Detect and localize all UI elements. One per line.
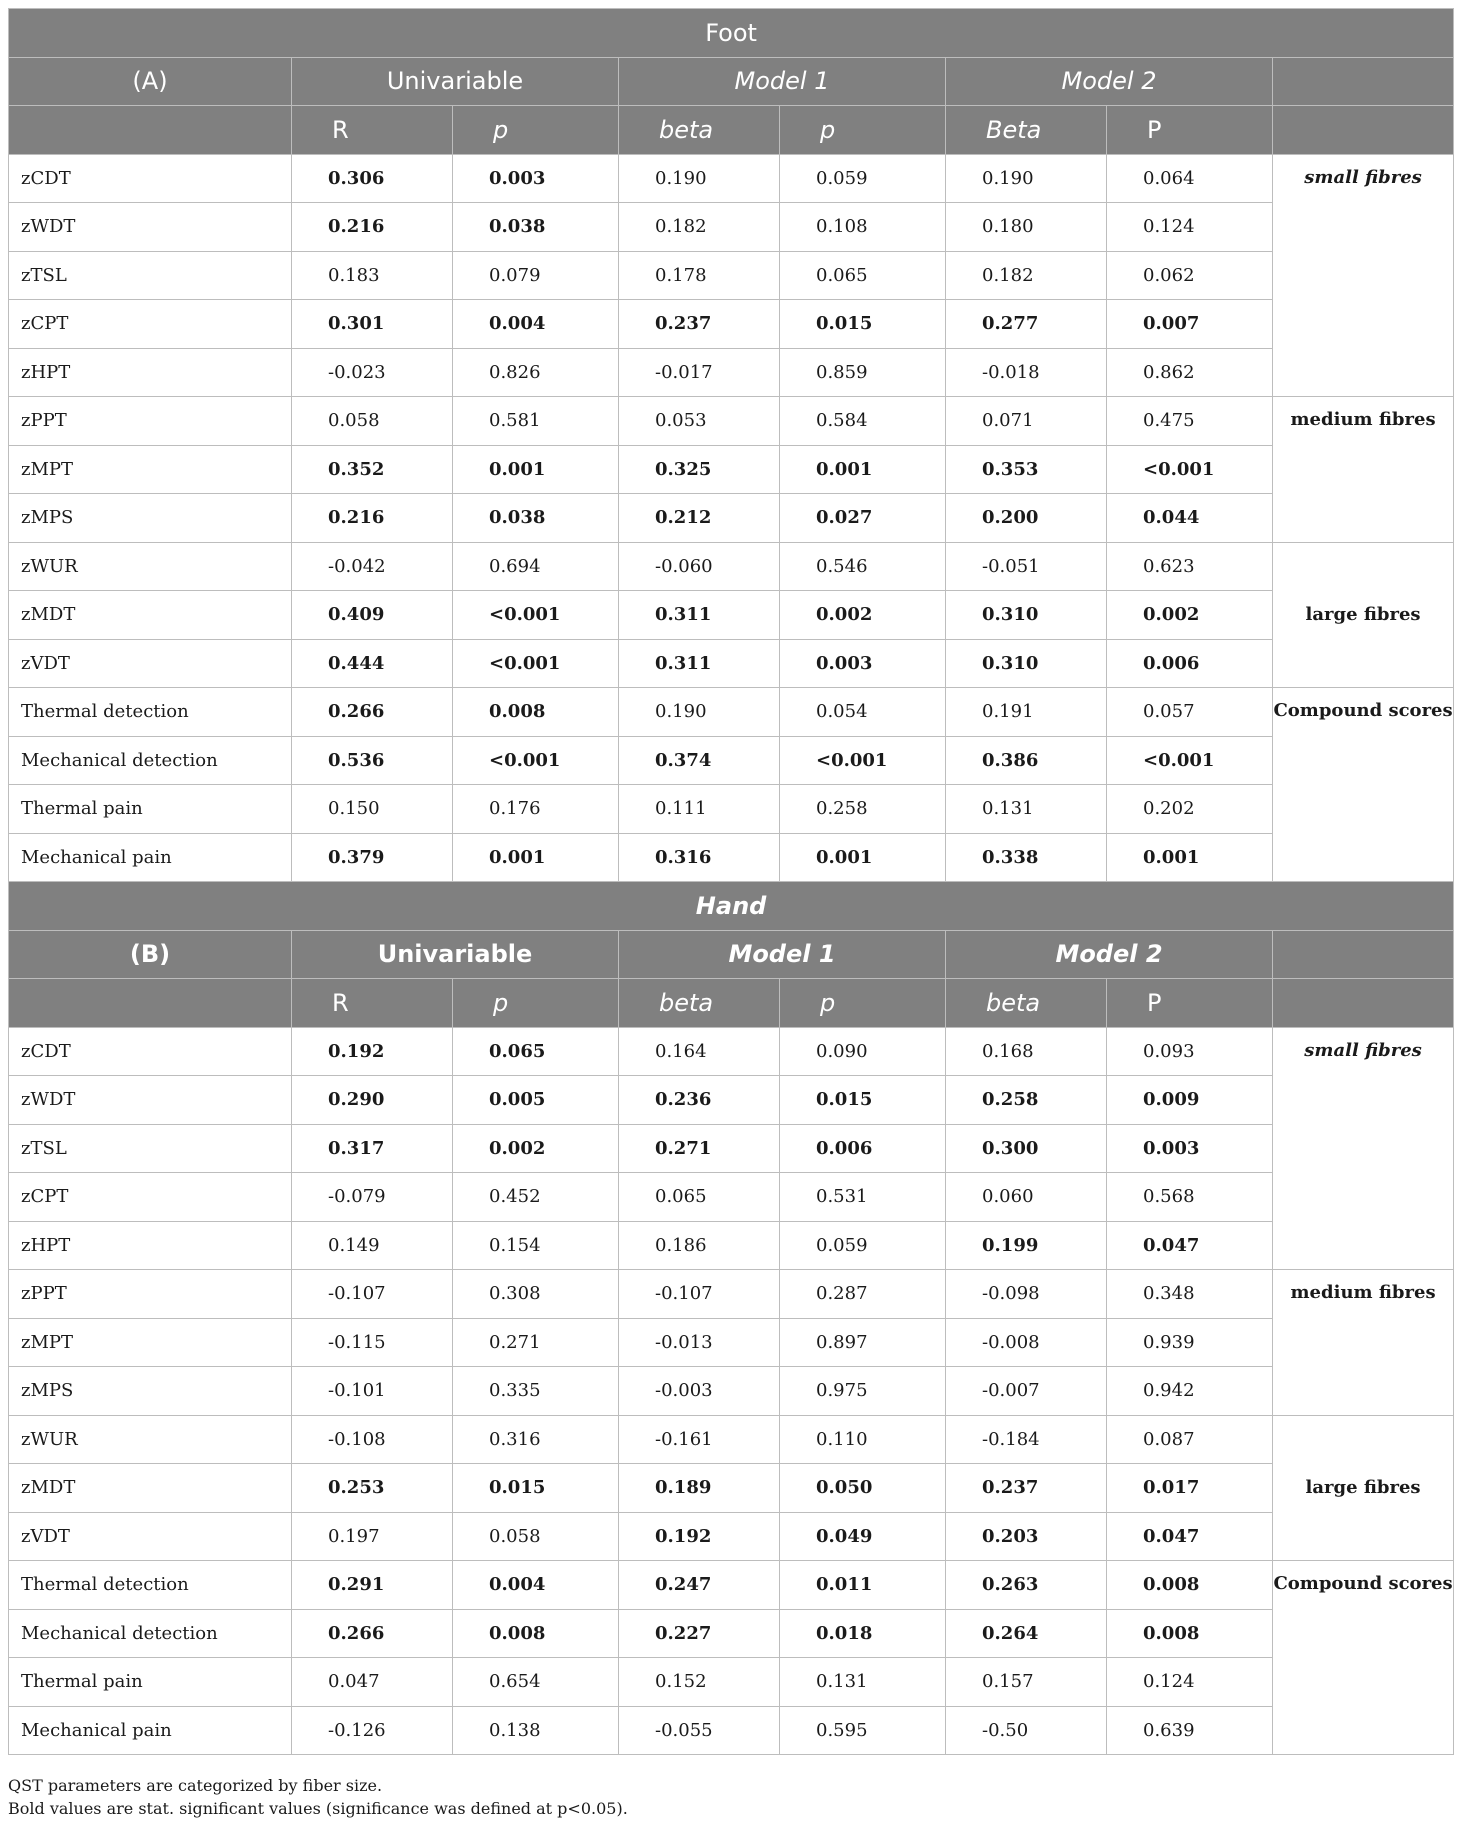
section-label: (A): [9, 57, 292, 106]
value-cell: 0.008: [453, 688, 619, 737]
parameter-name: zCPT: [9, 300, 292, 349]
value-cell: -0.008: [946, 1318, 1107, 1367]
table-row: [9, 639, 1454, 688]
parameter-name: zMDT: [9, 1464, 292, 1513]
parameter-name: Thermal pain: [9, 785, 292, 834]
value-cell: 0.008: [453, 1609, 619, 1658]
value-cell: 0.168: [946, 1027, 1107, 1076]
value-cell: 0.237: [619, 300, 780, 349]
value-cell: 0.027: [780, 494, 946, 543]
table-row: [9, 542, 1454, 591]
value-cell: 0.191: [946, 688, 1107, 737]
value-cell: 0.202: [1107, 785, 1273, 834]
value-cell: 0.203: [946, 1512, 1107, 1561]
table-row: [9, 1318, 1454, 1367]
value-cell: <0.001: [453, 591, 619, 640]
value-cell: 0.065: [619, 1173, 780, 1222]
parameter-name: Thermal detection: [9, 1561, 292, 1610]
value-cell: 0.003: [453, 154, 619, 203]
value-cell: 0.546: [780, 542, 946, 591]
value-cell: 0.176: [453, 785, 619, 834]
value-cell: 0.325: [619, 445, 780, 494]
value-cell: 0.306: [292, 154, 453, 203]
value-cell: 0.258: [780, 785, 946, 834]
table-row: [9, 1609, 1454, 1658]
value-cell: <0.001: [780, 736, 946, 785]
value-cell: 0.015: [453, 1464, 619, 1513]
parameter-name: Thermal pain: [9, 1658, 292, 1707]
value-cell: 0.291: [292, 1561, 453, 1610]
group-header-row: [9, 57, 1454, 106]
value-cell: 0.826: [453, 348, 619, 397]
value-cell: 0.316: [453, 1415, 619, 1464]
value-cell: 0.859: [780, 348, 946, 397]
table-row: [9, 1270, 1454, 1319]
group-header: Model 1: [619, 930, 946, 979]
value-cell: 0.053: [619, 397, 780, 446]
table-row: [9, 833, 1454, 882]
group-header: Model 2: [946, 57, 1273, 106]
value-cell: 0.290: [292, 1076, 453, 1125]
table-row: [9, 300, 1454, 349]
parameter-name: zMPT: [9, 1318, 292, 1367]
value-cell: -0.055: [619, 1706, 780, 1755]
value-cell: 0.110: [780, 1415, 946, 1464]
value-cell: 0.131: [946, 785, 1107, 834]
subheader-row: [9, 979, 1454, 1028]
value-cell: 0.008: [1107, 1609, 1273, 1658]
parameter-name: zMPS: [9, 494, 292, 543]
value-cell: 0.154: [453, 1221, 619, 1270]
value-cell: 0.038: [453, 203, 619, 252]
value-cell: -0.161: [619, 1415, 780, 1464]
value-cell: 0.300: [946, 1124, 1107, 1173]
value-cell: 0.475: [1107, 397, 1273, 446]
value-cell: 0.157: [946, 1658, 1107, 1707]
value-cell: 0.409: [292, 591, 453, 640]
value-cell: 0.862: [1107, 348, 1273, 397]
value-cell: 0.317: [292, 1124, 453, 1173]
parameter-name: Mechanical detection: [9, 736, 292, 785]
value-cell: 0.108: [780, 203, 946, 252]
value-cell: 0.058: [453, 1512, 619, 1561]
value-cell: 0.308: [453, 1270, 619, 1319]
value-cell: 0.071: [946, 397, 1107, 446]
parameter-name: zWDT: [9, 203, 292, 252]
value-cell: 0.060: [946, 1173, 1107, 1222]
table-row: [9, 1561, 1454, 1610]
subheader-cell: P: [1107, 106, 1273, 155]
parameter-name: zWDT: [9, 1076, 292, 1125]
value-cell: -0.107: [619, 1270, 780, 1319]
parameter-name: zVDT: [9, 1512, 292, 1561]
table-row: [9, 203, 1454, 252]
value-cell: 0.266: [292, 1609, 453, 1658]
value-cell: 0.311: [619, 639, 780, 688]
value-cell: -0.013: [619, 1318, 780, 1367]
value-cell: 0.050: [780, 1464, 946, 1513]
parameter-name: zTSL: [9, 251, 292, 300]
table-row: [9, 736, 1454, 785]
value-cell: 0.015: [780, 300, 946, 349]
value-cell: -0.018: [946, 348, 1107, 397]
value-cell: 0.018: [780, 1609, 946, 1658]
table-row: [9, 1367, 1454, 1416]
subheader-spacer: [1273, 106, 1454, 155]
fibre-category: small fibres: [1273, 154, 1454, 397]
table-row: [9, 1415, 1454, 1464]
value-cell: -0.079: [292, 1173, 453, 1222]
table-row: [9, 785, 1454, 834]
parameter-name: zTSL: [9, 1124, 292, 1173]
value-cell: 0.182: [619, 203, 780, 252]
subheader-cell: R: [292, 106, 453, 155]
footnote-categorization: QST parameters are categorized by fiber size.: [8, 1776, 383, 1795]
parameter-name: zCPT: [9, 1173, 292, 1222]
group-header-row: [9, 930, 1454, 979]
value-cell: -0.042: [292, 542, 453, 591]
value-cell: 0.090: [780, 1027, 946, 1076]
value-cell: 0.192: [292, 1027, 453, 1076]
value-cell: -0.017: [619, 348, 780, 397]
value-cell: 0.301: [292, 300, 453, 349]
value-cell: 0.049: [780, 1512, 946, 1561]
value-cell: 0.003: [780, 639, 946, 688]
value-cell: 0.352: [292, 445, 453, 494]
section-title-row: [9, 882, 1454, 931]
value-cell: 0.004: [453, 1561, 619, 1610]
value-cell: 0.452: [453, 1173, 619, 1222]
parameter-name: zWUR: [9, 1415, 292, 1464]
value-cell: 0.178: [619, 251, 780, 300]
value-cell: 0.001: [453, 445, 619, 494]
value-cell: 0.054: [780, 688, 946, 737]
value-cell: 0.009: [1107, 1076, 1273, 1125]
subheader-cell: Beta: [946, 106, 1107, 155]
value-cell: <0.001: [453, 639, 619, 688]
value-cell: 0.264: [946, 1609, 1107, 1658]
qst-results-table: [8, 8, 1454, 1755]
subheader-cell: beta: [619, 979, 780, 1028]
value-cell: 0.057: [1107, 688, 1273, 737]
value-cell: 0.002: [453, 1124, 619, 1173]
value-cell: -0.50: [946, 1706, 1107, 1755]
value-cell: 0.007: [1107, 300, 1273, 349]
value-cell: 0.287: [780, 1270, 946, 1319]
value-cell: 0.038: [453, 494, 619, 543]
value-cell: 0.138: [453, 1706, 619, 1755]
value-cell: -0.107: [292, 1270, 453, 1319]
fibre-category: small fibres: [1273, 1027, 1454, 1270]
value-cell: 0.335: [453, 1367, 619, 1416]
parameter-name: zMPT: [9, 445, 292, 494]
value-cell: <0.001: [1107, 445, 1273, 494]
value-cell: 0.183: [292, 251, 453, 300]
subheader-cell: P: [1107, 979, 1273, 1028]
value-cell: -0.101: [292, 1367, 453, 1416]
section-title: Foot: [9, 9, 1454, 58]
value-cell: 0.058: [292, 397, 453, 446]
value-cell: 0.062: [1107, 251, 1273, 300]
value-cell: -0.115: [292, 1318, 453, 1367]
subheader-cell: p: [780, 979, 946, 1028]
value-cell: 0.310: [946, 591, 1107, 640]
fibre-category: Compound scores: [1273, 1561, 1454, 1755]
value-cell: 0.124: [1107, 203, 1273, 252]
table-row: [9, 397, 1454, 446]
value-cell: 0.131: [780, 1658, 946, 1707]
category-header-cell: [1273, 57, 1454, 106]
value-cell: 0.568: [1107, 1173, 1273, 1222]
value-cell: 0.216: [292, 494, 453, 543]
value-cell: 0.237: [946, 1464, 1107, 1513]
group-header: Univariable: [292, 930, 619, 979]
group-header: Model 2: [946, 930, 1273, 979]
value-cell: 0.975: [780, 1367, 946, 1416]
group-header: Univariable: [292, 57, 619, 106]
fibre-category: large fibres: [1273, 1415, 1454, 1561]
fibre-category: medium fibres: [1273, 397, 1454, 543]
value-cell: 0.531: [780, 1173, 946, 1222]
table-row: [9, 1076, 1454, 1125]
value-cell: -0.126: [292, 1706, 453, 1755]
value-cell: 0.939: [1107, 1318, 1273, 1367]
subheader-row: [9, 106, 1454, 155]
group-header: Model 1: [619, 57, 946, 106]
value-cell: 0.247: [619, 1561, 780, 1610]
value-cell: 0.189: [619, 1464, 780, 1513]
subheader-spacer: [1273, 979, 1454, 1028]
value-cell: 0.044: [1107, 494, 1273, 543]
parameter-name: zHPT: [9, 348, 292, 397]
value-cell: 0.004: [453, 300, 619, 349]
fibre-category: medium fibres: [1273, 1270, 1454, 1416]
value-cell: 0.353: [946, 445, 1107, 494]
value-cell: 0.338: [946, 833, 1107, 882]
value-cell: -0.060: [619, 542, 780, 591]
value-cell: 0.059: [780, 154, 946, 203]
value-cell: 0.005: [453, 1076, 619, 1125]
value-cell: <0.001: [453, 736, 619, 785]
value-cell: 0.190: [946, 154, 1107, 203]
table-row: [9, 1027, 1454, 1076]
subheader-cell: p: [780, 106, 946, 155]
parameter-name: zPPT: [9, 397, 292, 446]
footnote-significance: Bold values are stat. significant values (significance was defined at p<0.05).: [8, 1799, 628, 1818]
section-title: Hand: [9, 882, 1454, 931]
value-cell: 0.015: [780, 1076, 946, 1125]
value-cell: 0.150: [292, 785, 453, 834]
value-cell: 0.266: [292, 688, 453, 737]
value-cell: 0.271: [453, 1318, 619, 1367]
subheader-spacer: [9, 106, 292, 155]
value-cell: 0.006: [780, 1124, 946, 1173]
value-cell: 0.942: [1107, 1367, 1273, 1416]
value-cell: 0.017: [1107, 1464, 1273, 1513]
value-cell: 0.008: [1107, 1561, 1273, 1610]
table-row: [9, 1464, 1454, 1513]
subheader-cell: beta: [946, 979, 1107, 1028]
value-cell: 0.190: [619, 154, 780, 203]
subheader-cell: p: [453, 979, 619, 1028]
table-row: [9, 688, 1454, 737]
subheader-cell: beta: [619, 106, 780, 155]
value-cell: 0.047: [1107, 1221, 1273, 1270]
value-cell: -0.007: [946, 1367, 1107, 1416]
parameter-name: Mechanical detection: [9, 1609, 292, 1658]
table-row: [9, 1124, 1454, 1173]
value-cell: 0.164: [619, 1027, 780, 1076]
table-row: [9, 494, 1454, 543]
table-row: [9, 154, 1454, 203]
section-label: (B): [9, 930, 292, 979]
parameter-name: zCDT: [9, 154, 292, 203]
fibre-category: large fibres: [1273, 542, 1454, 688]
value-cell: 0.124: [1107, 1658, 1273, 1707]
value-cell: 0.002: [1107, 591, 1273, 640]
value-cell: 0.639: [1107, 1706, 1273, 1755]
value-cell: 0.212: [619, 494, 780, 543]
value-cell: 0.079: [453, 251, 619, 300]
value-cell: 0.277: [946, 300, 1107, 349]
value-cell: 0.093: [1107, 1027, 1273, 1076]
value-cell: 0.059: [780, 1221, 946, 1270]
value-cell: -0.051: [946, 542, 1107, 591]
value-cell: -0.184: [946, 1415, 1107, 1464]
table-row: [9, 1658, 1454, 1707]
subheader-spacer: [9, 979, 292, 1028]
value-cell: 0.258: [946, 1076, 1107, 1125]
value-cell: 0.348: [1107, 1270, 1273, 1319]
value-cell: 0.310: [946, 639, 1107, 688]
value-cell: 0.253: [292, 1464, 453, 1513]
value-cell: 0.227: [619, 1609, 780, 1658]
value-cell: 0.047: [1107, 1512, 1273, 1561]
value-cell: 0.694: [453, 542, 619, 591]
value-cell: 0.311: [619, 591, 780, 640]
value-cell: -0.003: [619, 1367, 780, 1416]
value-cell: 0.047: [292, 1658, 453, 1707]
table-row: [9, 591, 1454, 640]
value-cell: 0.379: [292, 833, 453, 882]
value-cell: 0.065: [780, 251, 946, 300]
value-cell: 0.001: [453, 833, 619, 882]
section-title-row: [9, 9, 1454, 58]
parameter-name: Thermal detection: [9, 688, 292, 737]
value-cell: 0.316: [619, 833, 780, 882]
parameter-name: zWUR: [9, 542, 292, 591]
value-cell: 0.623: [1107, 542, 1273, 591]
value-cell: 0.897: [780, 1318, 946, 1367]
value-cell: 0.064: [1107, 154, 1273, 203]
table-row: [9, 1221, 1454, 1270]
value-cell: 0.001: [1107, 833, 1273, 882]
value-cell: 0.087: [1107, 1415, 1273, 1464]
value-cell: <0.001: [1107, 736, 1273, 785]
value-cell: 0.263: [946, 1561, 1107, 1610]
value-cell: 0.182: [946, 251, 1107, 300]
category-header-cell: [1273, 930, 1454, 979]
value-cell: 0.200: [946, 494, 1107, 543]
value-cell: 0.584: [780, 397, 946, 446]
value-cell: 0.444: [292, 639, 453, 688]
table-row: [9, 1706, 1454, 1755]
value-cell: 0.536: [292, 736, 453, 785]
value-cell: 0.065: [453, 1027, 619, 1076]
value-cell: 0.111: [619, 785, 780, 834]
parameter-name: zMPS: [9, 1367, 292, 1416]
value-cell: 0.271: [619, 1124, 780, 1173]
value-cell: 0.186: [619, 1221, 780, 1270]
value-cell: -0.023: [292, 348, 453, 397]
table-row: [9, 1512, 1454, 1561]
subheader-cell: R: [292, 979, 453, 1028]
value-cell: -0.098: [946, 1270, 1107, 1319]
table-row: [9, 1173, 1454, 1222]
value-cell: 0.192: [619, 1512, 780, 1561]
value-cell: 0.180: [946, 203, 1107, 252]
value-cell: 0.001: [780, 445, 946, 494]
parameter-name: zHPT: [9, 1221, 292, 1270]
table-row: [9, 445, 1454, 494]
parameter-name: Mechanical pain: [9, 833, 292, 882]
parameter-name: zCDT: [9, 1027, 292, 1076]
parameter-name: zVDT: [9, 639, 292, 688]
value-cell: 0.152: [619, 1658, 780, 1707]
value-cell: 0.216: [292, 203, 453, 252]
value-cell: 0.149: [292, 1221, 453, 1270]
value-cell: 0.374: [619, 736, 780, 785]
value-cell: 0.190: [619, 688, 780, 737]
value-cell: 0.006: [1107, 639, 1273, 688]
value-cell: 0.002: [780, 591, 946, 640]
value-cell: 0.386: [946, 736, 1107, 785]
parameter-name: Mechanical pain: [9, 1706, 292, 1755]
value-cell: 0.595: [780, 1706, 946, 1755]
value-cell: 0.011: [780, 1561, 946, 1610]
value-cell: 0.197: [292, 1512, 453, 1561]
value-cell: 0.581: [453, 397, 619, 446]
value-cell: 0.654: [453, 1658, 619, 1707]
value-cell: -0.108: [292, 1415, 453, 1464]
subheader-cell: p: [453, 106, 619, 155]
parameter-name: zPPT: [9, 1270, 292, 1319]
fibre-category: Compound scores: [1273, 688, 1454, 882]
value-cell: 0.236: [619, 1076, 780, 1125]
value-cell: 0.003: [1107, 1124, 1273, 1173]
parameter-name: zMDT: [9, 591, 292, 640]
value-cell: 0.001: [780, 833, 946, 882]
table-row: [9, 251, 1454, 300]
table-row: [9, 348, 1454, 397]
value-cell: 0.199: [946, 1221, 1107, 1270]
